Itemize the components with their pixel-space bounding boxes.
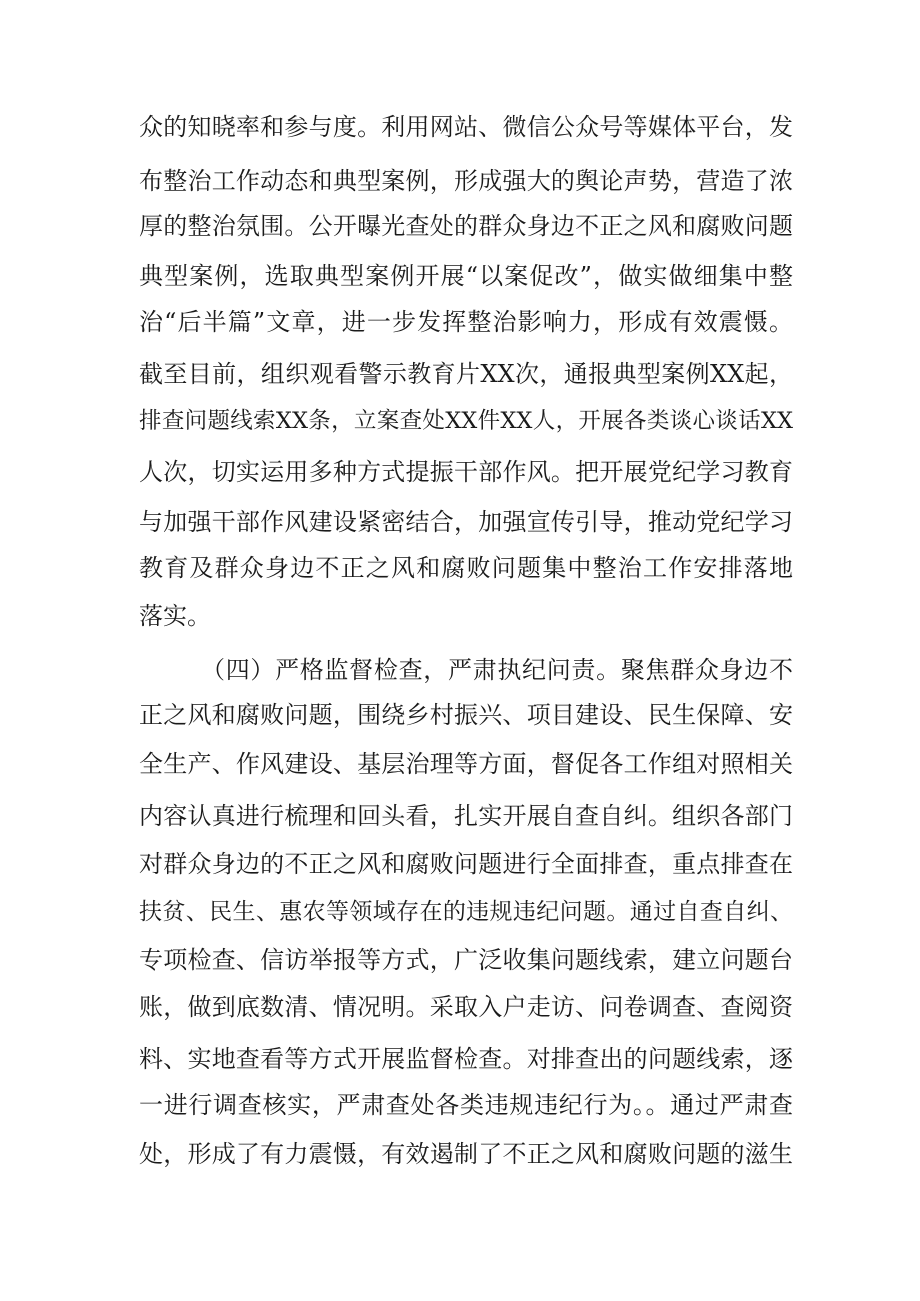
text-line: 内容认真进行梳理和回头看，扎实开展自查自纠。组织各部门	[139, 802, 793, 830]
text-line: 排查问题线索XX条，立案查处XX件XX人，开展各类谈心谈话XX	[139, 408, 793, 434]
section-heading-line: （四）严格监督检查，严肃执纪问责。聚焦群众身边不	[201, 656, 793, 684]
text-line: 扶贫、民生、惠农等领域存在的违规违纪问题。通过自查自纠、	[139, 899, 793, 925]
text-line: 账，做到底数清、情况明。采取入户走访、问卷调查、查阅资	[139, 993, 793, 1021]
text-line: 治“后半篇”文章，进一步发挥整治影响力，形成有效震慑。	[139, 308, 793, 336]
text-line: 教育及群众身边不正之风和腐败问题集中整治工作安排落地	[139, 554, 793, 582]
text-line: 典型案例，选取典型案例开展“以案促改”，做实做细集中整	[139, 262, 793, 290]
text-line: 专项检查、信访举报等方式，广泛收集问题线索，建立问题台	[139, 946, 793, 974]
text-line: 料、实地查看等方式开展监督检查。对排查出的问题线索，逐	[139, 1045, 793, 1073]
text-line: 与加强干部作风建设紧密结合，加强宣传引导，推动党纪学习	[139, 508, 793, 536]
text-line: 正之风和腐败问题，围绕乡村振兴、项目建设、民生保障、安	[139, 701, 793, 729]
text-line: 截至目前，组织观看警示教育片XX次，通报典型案例XX起，	[139, 360, 793, 388]
text-line: 一进行调查核实，严肃查处各类违规违纪行为。。通过严肃查	[139, 1091, 793, 1119]
text-line: 对群众身边的不正之风和腐败问题进行全面排查，重点排查在	[139, 850, 793, 878]
text-line: 众的知晓率和参与度。利用网站、微信公众号等媒体平台，发	[139, 113, 793, 141]
text-line: 处，形成了有力震慑，有效遏制了不正之风和腐败问题的滋生	[139, 1140, 793, 1168]
text-line: 布整治工作动态和典型案例，形成强大的舆论声势，营造了浓	[139, 167, 793, 195]
text-line: 全生产、作风建设、基层治理等方面，督促各工作组对照相关	[139, 750, 793, 778]
text-line: 人次，切实运用多种方式提振干部作风。把开展党纪学习教育	[139, 458, 793, 486]
text-line: 落实。	[139, 602, 211, 630]
text-line: 厚的整治氛围。公开曝光查处的群众身边不正之风和腐败问题	[139, 212, 793, 240]
